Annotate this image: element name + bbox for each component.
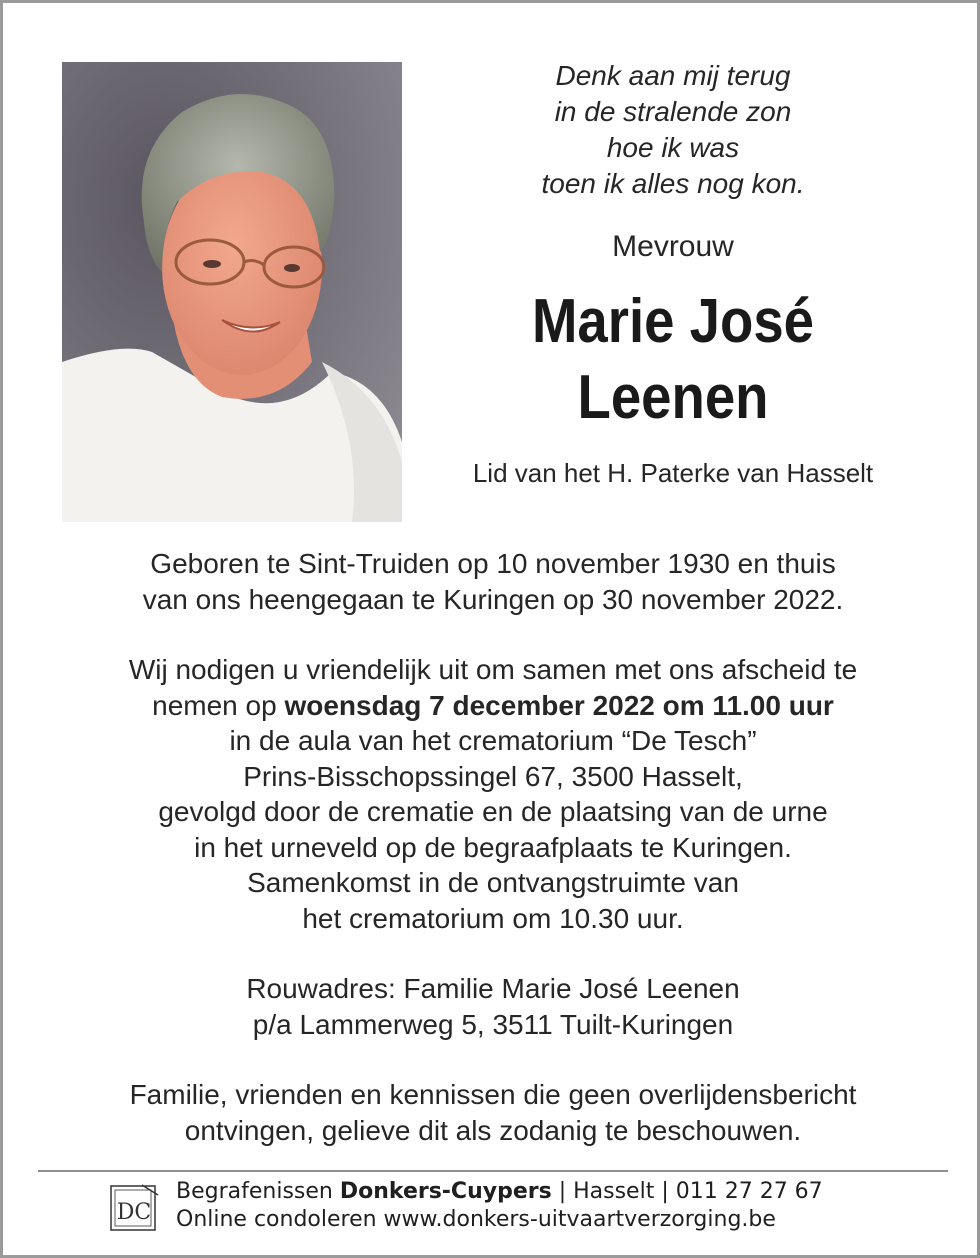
poem: [423, 58, 923, 202]
invitation-line: Samenkomst in de ontvangstruimte van: [247, 867, 739, 898]
footer-prefix: Begrafenissen: [176, 1179, 340, 1204]
poem-line: in de stralende zon: [554, 96, 792, 127]
invitation-date-line: [33, 688, 953, 724]
footer-company-line: [176, 1178, 876, 1206]
last-name: Leenen: [577, 363, 769, 432]
funeral-home-logo-icon: [108, 1183, 160, 1235]
invitation-line: Wij nodigen u vriendelijk uit om samen met ons afscheid te: [128, 654, 858, 685]
death-line: van ons heengegaan te Kuringen op 30 november 2022.: [142, 583, 844, 615]
first-name: Marie José: [531, 287, 815, 356]
poem-line: hoe ik was: [606, 132, 740, 163]
header-text: [423, 58, 923, 489]
invitation-line: in de aula van het crematorium “De Tesch”: [229, 725, 757, 756]
portrait-photo: [62, 62, 402, 522]
footer-text: [176, 1178, 876, 1234]
invitation-line: het crematorium om 10.30 uur.: [302, 902, 684, 934]
footer-condolence-line: Online condoleren www.donkers-uitvaartverzorging.be: [176, 1207, 776, 1232]
address-line: Rouwadres: Familie Marie José Leenen: [246, 973, 740, 1004]
invitation-pre: nemen op: [152, 689, 285, 721]
address-line: p/a Lammerweg 5, 3511 Tuilt-Kuringen: [252, 1008, 734, 1040]
announcement-body: [33, 546, 953, 1148]
ceremony-datetime: woensdag 7 december 2022 om 11.00 uur: [284, 689, 834, 721]
portrait-illustration: [62, 62, 402, 522]
footer-contact: | Hasselt | 011 27 27 67: [551, 1179, 823, 1204]
membership: Lid van het H. Paterke van Hasselt: [472, 458, 874, 488]
invitation-line: gevolgd door de crematie en de plaatsing van de urne: [158, 796, 828, 827]
honorific: Mevrouw: [612, 230, 734, 263]
deceased-name: [453, 284, 893, 436]
logo-letters: DC: [116, 1200, 152, 1225]
poem-line: Denk aan mij terug: [555, 60, 791, 91]
birth-line: Geboren te Sint-Truiden op 10 november 1930 en thuis: [150, 548, 836, 579]
poem-line: toen ik alles nog kon.: [541, 168, 805, 199]
invitation-line: Prins-Bisschopssingel 67, 3500 Hasselt,: [243, 760, 743, 792]
footer-divider: [38, 1170, 948, 1172]
invitation-line: in het urneveld op de begraafplaats te Kuringen.: [194, 831, 792, 863]
company-name: Donkers-Cuypers: [339, 1179, 552, 1204]
closing-line: ontvingen, gelieve dit als zodanig te beschouwen.: [184, 1114, 802, 1146]
closing-line: Familie, vrienden en kennissen die geen overlijdensbericht: [129, 1079, 857, 1110]
